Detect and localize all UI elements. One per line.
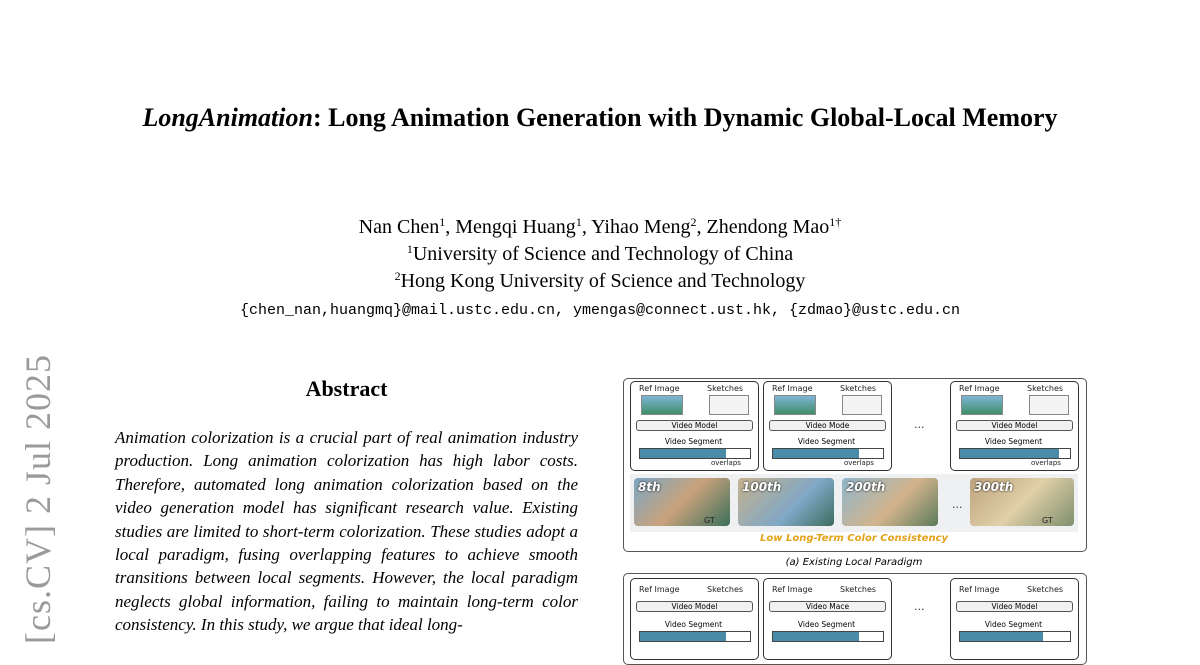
video-model-box: Video Model [636, 601, 753, 612]
author-block [0, 214, 1200, 295]
ellipsis: ... [914, 600, 925, 613]
frame-image [970, 478, 1074, 526]
sketch-thumb [709, 395, 749, 415]
segment-bar [772, 448, 884, 459]
frame-label: 8th [638, 480, 661, 494]
video-segment-label: Video Segment [636, 620, 751, 629]
overlaps-label: overlaps [711, 459, 741, 467]
ref-image-thumb [641, 395, 683, 415]
sketch-thumb [842, 395, 882, 415]
video-model-box: Video Model [956, 420, 1073, 431]
affiliation-2 [0, 268, 1200, 295]
segment-fill [960, 632, 1043, 641]
ref-image-label: Ref Image [772, 585, 813, 594]
segment-bar [772, 631, 884, 642]
ref-image-thumb [774, 395, 816, 415]
video-model-box: Video Model [956, 601, 1073, 612]
title-method-name: LongAnimation [142, 103, 313, 132]
author-sup: 2 [690, 215, 697, 229]
frame-image [738, 478, 834, 526]
arxiv-stamp: [cs.CV] 2 Jul 2025 [18, 354, 58, 644]
author-sup: 1 [575, 215, 582, 229]
sketches-label: Sketches [1027, 384, 1064, 393]
video-segment-label: Video Segment [636, 437, 751, 446]
ref-image-label: Ref Image [639, 384, 680, 393]
overlaps-label: overlaps [1031, 459, 1061, 467]
segment-bar [639, 631, 751, 642]
author-list: Nan Chen$^1$, Mengqi Huang$^1$, Yihao Meng$^2$, Zhendong Mao$^{1\dagger}$ [358, 215, 842, 238]
segment-fill [773, 449, 859, 458]
segment-fill [640, 449, 726, 458]
sketches-label: Sketches [707, 585, 744, 594]
ellipsis: ... [914, 418, 925, 431]
author-sup: 1 [439, 215, 446, 229]
author-name: Nan Chen [358, 216, 440, 238]
affiliation-1 [0, 241, 1200, 268]
figure-caption-a: (a) Existing Local Paradigm [785, 557, 923, 568]
author-name: Mengqi Huang [455, 216, 576, 238]
segment-fill [773, 632, 859, 641]
frame-image [842, 478, 938, 526]
frame-label: 200th [846, 480, 886, 494]
video-segment-label: Video Segment [769, 620, 884, 629]
ref-image-label: Ref Image [959, 585, 1000, 594]
sketches-label: Sketches [707, 384, 744, 393]
author-sup: 1† [829, 215, 842, 229]
frames-strip [630, 474, 1078, 532]
video-segment-label: Video Segment [769, 437, 884, 446]
frame-label: 300th [974, 480, 1014, 494]
aff-sup: 1 [406, 242, 413, 256]
video-segment-label: Video Segment [956, 437, 1071, 446]
author-emails: {chen_nan,huangmq}@mail.ustc.edu.cn, ymengas@connect.ust.hk, {zdmao}@ustc.edu.cn [239, 302, 961, 319]
sketches-label: Sketches [840, 585, 877, 594]
gt-label: GT [704, 516, 715, 525]
video-model-box: Video Model [636, 420, 753, 431]
segment-bar [959, 631, 1071, 642]
segment-block [630, 381, 759, 471]
video-model-box: Video Mode [769, 420, 886, 431]
aff-sup: 2 [394, 269, 401, 283]
author-name: Zhendong Mao [706, 216, 830, 238]
abstract-text: Animation colorization is a crucial part of real animation industry production. Long animation colorization has high labor costs. Therefore, automated long animation colorization based on the video generation model has significant research value. Existing studies are limited to short-term colorization. These studies adopt a local paradigm, fusing overlapping features to achieve smooth transitions between local segments. However, the local paradigm neglects global information, failing to maintain long-term color consistency. In this study, we argue that ideal long- [115, 428, 578, 635]
sketches-label: Sketches [840, 384, 877, 393]
ellipsis: ... [952, 498, 963, 511]
segment-bar [639, 448, 751, 459]
aff-name: University of Science and Technology of China [412, 243, 794, 265]
consistency-label: Low Long-Term Color Consistency [760, 533, 949, 544]
sketches-label: Sketches [1027, 585, 1064, 594]
author-name: Yihao Meng [591, 216, 691, 238]
video-model-box: Video Mace [769, 601, 886, 612]
aff-name: Hong Kong University of Science and Technology [400, 270, 806, 292]
gt-label: GT [1042, 516, 1053, 525]
frame-image [634, 478, 730, 526]
segment-bar [959, 448, 1071, 459]
segment-fill [960, 449, 1059, 458]
video-segment-label: Video Segment [956, 620, 1071, 629]
overlaps-label: overlaps [844, 459, 874, 467]
frame-label: 100th [742, 480, 782, 494]
segment-block [763, 381, 892, 471]
sketch-thumb [1029, 395, 1069, 415]
segment-fill [640, 632, 726, 641]
segment-block [950, 381, 1079, 471]
ref-image-thumb [961, 395, 1003, 415]
title-rest: : Long Animation Generation with Dynamic Global-Local Memory [312, 103, 1058, 132]
abstract-heading: Abstract [305, 376, 388, 401]
ref-image-label: Ref Image [639, 585, 680, 594]
paper-title [110, 100, 1090, 136]
ref-image-label: Ref Image [772, 384, 813, 393]
ref-image-label: Ref Image [959, 384, 1000, 393]
